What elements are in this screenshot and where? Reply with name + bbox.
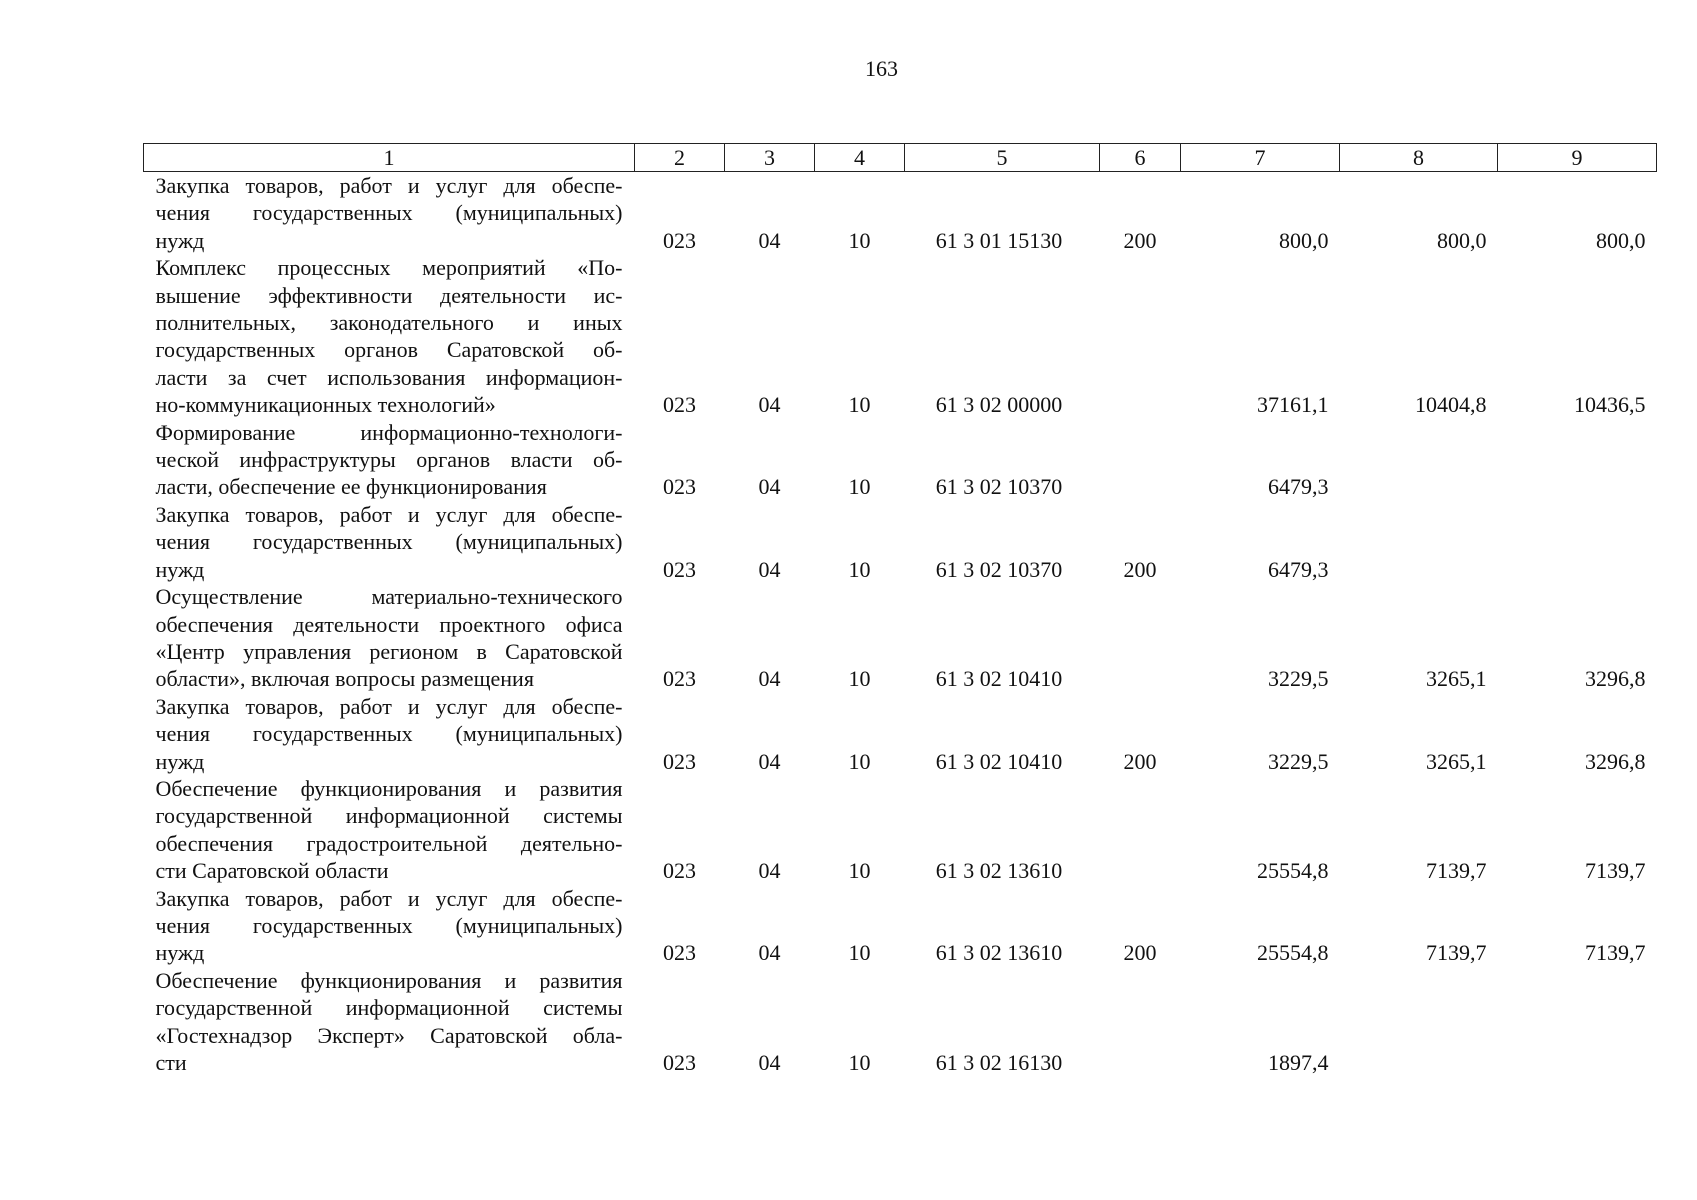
subsection-code: 10 xyxy=(848,474,871,500)
target-article-code: 61 3 02 16130 xyxy=(935,1050,1063,1075)
amount-year-1: 6479,3 xyxy=(1268,556,1329,582)
description-line: «Гостехнадзор Эксперт» Саратовской обла- xyxy=(155,1022,623,1048)
description-line: чения государственных (муниципальных) xyxy=(155,721,623,747)
table-row xyxy=(144,501,1657,583)
column-header-2: 2 xyxy=(635,144,725,172)
page-number: 163 xyxy=(865,56,898,81)
target-article-code: 61 3 02 10370 xyxy=(935,474,1063,500)
amount-year-2: 800,0 xyxy=(1437,227,1487,253)
subsection-code: 10 xyxy=(848,1050,871,1075)
ministry-code: 023 xyxy=(663,392,696,418)
amount-year-2: 10404,8 xyxy=(1415,392,1487,418)
description-line: нужд xyxy=(155,748,205,774)
amount-year-1: 25554,8 xyxy=(1257,858,1329,884)
amount-year-1: 25554,8 xyxy=(1257,940,1329,966)
amount-year-3 xyxy=(1498,501,1657,583)
target-article-code: 61 3 02 13610 xyxy=(935,940,1063,966)
description-line: полнительных, законодательного и иных xyxy=(155,310,623,336)
section-code: 04 xyxy=(758,748,781,774)
description-line: Закупка товаров, работ и услуг для обеспе- xyxy=(155,501,623,527)
description-line: вышение эффективности деятельности ис- xyxy=(155,282,623,308)
column-header-6: 6 xyxy=(1100,144,1181,172)
subsection-code: 10 xyxy=(848,858,871,884)
description-line: чения государственных (муниципальных) xyxy=(155,912,623,938)
description-line: «Центр управления регионом в Саратовской xyxy=(155,638,623,664)
description-line: нужд xyxy=(155,227,205,253)
subsection-code: 10 xyxy=(848,748,871,774)
description-line: сти xyxy=(155,1050,187,1075)
amount-year-2 xyxy=(1340,967,1498,1077)
amount-year-2 xyxy=(1340,501,1498,583)
budget-table xyxy=(143,143,1657,1076)
expense-type-code xyxy=(1100,419,1181,501)
expense-type-code: 200 xyxy=(1123,227,1157,253)
section-code: 04 xyxy=(758,666,781,692)
description-line: чения государственных (муниципальных) xyxy=(155,529,623,555)
subsection-code: 10 xyxy=(848,392,871,418)
amount-year-2: 3265,1 xyxy=(1426,666,1487,692)
amount-year-3 xyxy=(1498,967,1657,1077)
target-article-code: 61 3 02 13610 xyxy=(935,858,1063,884)
expense-type-code: 200 xyxy=(1123,940,1157,966)
table-row xyxy=(144,967,1657,1077)
description-line: ческой инфраструктуры органов власти об- xyxy=(155,447,623,473)
amount-year-1: 3229,5 xyxy=(1268,748,1329,774)
description-line: Обеспечение функционирования и развития xyxy=(155,967,623,993)
description-line: обеспечения деятельности проектного офиса xyxy=(155,611,623,637)
amount-year-3: 3296,8 xyxy=(1585,748,1646,774)
table-row xyxy=(144,172,1657,255)
description-line: Закупка товаров, работ и услуг для обеспе- xyxy=(155,885,623,911)
column-header-9: 9 xyxy=(1498,144,1657,172)
section-code: 04 xyxy=(758,474,781,500)
expense-type-code xyxy=(1100,583,1181,693)
target-article-code: 61 3 02 10410 xyxy=(935,666,1063,692)
amount-year-3 xyxy=(1498,419,1657,501)
row-description xyxy=(144,501,635,583)
subsection-code: 10 xyxy=(848,227,871,253)
description-line: Обеспечение функционирования и развития xyxy=(155,775,623,801)
amount-year-3: 800,0 xyxy=(1596,227,1646,253)
ministry-code: 023 xyxy=(663,227,696,253)
amount-year-1: 37161,1 xyxy=(1257,392,1329,418)
column-header-8: 8 xyxy=(1340,144,1498,172)
amount-year-2: 3265,1 xyxy=(1426,748,1487,774)
row-description xyxy=(144,775,635,885)
table-row xyxy=(144,775,1657,885)
header-row xyxy=(144,144,1657,172)
target-article-code: 61 3 01 15130 xyxy=(935,227,1063,253)
target-article-code: 61 3 02 10370 xyxy=(935,556,1063,582)
amount-year-2: 7139,7 xyxy=(1426,940,1487,966)
description-line: сти Саратовской области xyxy=(155,858,389,884)
section-code: 04 xyxy=(758,858,781,884)
description-line: области», включая вопросы размещения xyxy=(155,666,534,692)
row-description xyxy=(144,419,635,501)
description-line: но-коммуникационных технологий» xyxy=(155,392,496,418)
amount-year-3: 7139,7 xyxy=(1585,858,1646,884)
description-line: Комплекс процессных мероприятий «По- xyxy=(155,255,623,281)
row-description xyxy=(144,583,635,693)
table-row xyxy=(144,254,1657,418)
amount-year-1: 3229,5 xyxy=(1268,666,1329,692)
table-row xyxy=(144,419,1657,501)
column-header-5: 5 xyxy=(905,144,1100,172)
amount-year-2: 7139,7 xyxy=(1426,858,1487,884)
ministry-code: 023 xyxy=(663,940,696,966)
description-line: Закупка товаров, работ и услуг для обеспе- xyxy=(155,693,623,719)
row-description xyxy=(144,172,635,255)
amount-year-1: 1897,4 xyxy=(1268,1050,1329,1075)
expense-type-code xyxy=(1100,967,1181,1077)
description-line: нужд xyxy=(155,940,205,966)
expense-type-code: 200 xyxy=(1123,748,1157,774)
section-code: 04 xyxy=(758,940,781,966)
row-description xyxy=(144,885,635,967)
description-line: ласти за счет использования информацион- xyxy=(155,364,623,390)
amount-year-3: 10436,5 xyxy=(1574,392,1646,418)
target-article-code: 61 3 02 10410 xyxy=(935,748,1063,774)
section-code: 04 xyxy=(758,556,781,582)
description-line: нужд xyxy=(155,556,205,582)
amount-year-2 xyxy=(1340,419,1498,501)
amount-year-3: 7139,7 xyxy=(1585,940,1646,966)
column-header-1: 1 xyxy=(144,144,635,172)
subsection-code: 10 xyxy=(848,666,871,692)
description-line: государственной информационной системы xyxy=(155,803,623,829)
amount-year-1: 800,0 xyxy=(1279,227,1329,253)
section-code: 04 xyxy=(758,392,781,418)
ministry-code: 023 xyxy=(663,858,696,884)
column-header-4: 4 xyxy=(815,144,905,172)
section-code: 04 xyxy=(758,227,781,253)
row-description xyxy=(144,693,635,775)
description-line: государственной информационной системы xyxy=(155,995,623,1021)
description-line: Закупка товаров, работ и услуг для обеспе- xyxy=(155,173,623,198)
expense-type-code xyxy=(1100,775,1181,885)
description-line: Осуществление материально-технического xyxy=(155,584,623,610)
description-line: Формирование информационно-технологи- xyxy=(155,419,623,445)
expense-type-code: 200 xyxy=(1123,556,1157,582)
table-row xyxy=(144,885,1657,967)
ministry-code: 023 xyxy=(663,474,696,500)
ministry-code: 023 xyxy=(663,748,696,774)
table-row xyxy=(144,583,1657,693)
table-body xyxy=(144,172,1657,1077)
ministry-code: 023 xyxy=(663,1050,696,1075)
target-article-code: 61 3 02 00000 xyxy=(935,392,1063,418)
column-header-7: 7 xyxy=(1181,144,1340,172)
description-line: чения государственных (муниципальных) xyxy=(155,200,623,226)
table-row xyxy=(144,693,1657,775)
subsection-code: 10 xyxy=(848,940,871,966)
section-code: 04 xyxy=(758,1050,781,1075)
row-description xyxy=(144,967,635,1077)
column-header-3: 3 xyxy=(725,144,815,172)
expense-type-code xyxy=(1100,254,1181,418)
description-line: ласти, обеспечение ее функционирования xyxy=(155,474,547,500)
row-description xyxy=(144,254,635,418)
description-line: государственных органов Саратовской об- xyxy=(155,337,623,363)
description-line: обеспечения градостроительной деятельно- xyxy=(155,830,623,856)
ministry-code: 023 xyxy=(663,556,696,582)
ministry-code: 023 xyxy=(663,666,696,692)
amount-year-1: 6479,3 xyxy=(1268,474,1329,500)
amount-year-3: 3296,8 xyxy=(1585,666,1646,692)
subsection-code: 10 xyxy=(848,556,871,582)
